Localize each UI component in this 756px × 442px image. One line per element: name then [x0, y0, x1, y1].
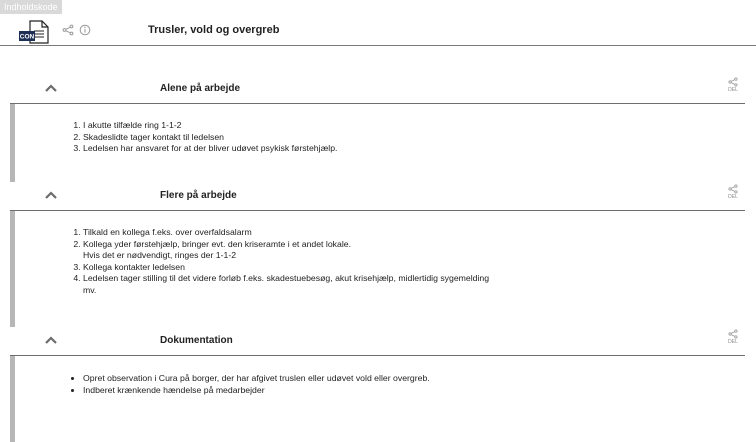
section-header-flere[interactable]: [10, 182, 745, 211]
section-title: Dokumentation: [160, 335, 233, 346]
share-label: DEL: [728, 194, 738, 200]
section-header-alene[interactable]: [10, 75, 745, 104]
list-item: 1. I akutte tilfælde ring 1-1-2: [83, 120, 723, 132]
list-item-text: Ledelsen tager stilling til det videre forløb f.eks. skadestuebesøg, akut krisehjælp, midlertidig sygemelding: [83, 273, 490, 283]
section-title: Alene på arbejde: [160, 83, 241, 94]
list-item: 3. Kollega kontakter ledelsen: [83, 262, 733, 274]
list-item: [83, 239, 733, 262]
list-item-continuation: Hvis det er nødvendigt, ringes der 1-1-2: [83, 250, 237, 260]
section-accent-bar: [10, 104, 15, 182]
section-title: Flere på arbejde: [160, 190, 237, 201]
section-accent-bar: [10, 211, 15, 327]
list-item-continuation: mv.: [83, 284, 97, 295]
chevron-up-icon[interactable]: [44, 335, 58, 345]
content-type-badge: Indholdskode: [0, 0, 62, 14]
section-accent-bar: [10, 356, 15, 442]
list-item: 3. Ledelsen har ansvaret for at der bliver udøvet psykisk førstehjælp.: [83, 143, 723, 155]
info-icon[interactable]: [79, 24, 91, 36]
list-item: 2. Skadeslidte tager kontakt til ledelsen: [83, 132, 723, 144]
document-header: [0, 16, 756, 46]
con-document-icon: [18, 20, 52, 44]
share-del-button[interactable]: [723, 329, 743, 351]
chevron-up-icon[interactable]: [44, 83, 58, 93]
chevron-up-icon[interactable]: [44, 190, 58, 200]
section-content-dokumentation: [63, 373, 733, 396]
list-item: [83, 273, 733, 296]
list-item: • Indberet krænkende hændelse på medarbejder: [83, 385, 733, 397]
section-header-dokumentation[interactable]: [10, 327, 745, 356]
list-item-text: Kollega yder førstehjælp, bringer evt. den kriseramte i et andet lokale.: [83, 238, 351, 249]
share-icon: [728, 77, 738, 87]
list-item: 1. Tilkald en kollega f.eks. over overfaldsalarm: [83, 227, 733, 239]
share-label: DEL: [728, 339, 738, 345]
share-del-button[interactable]: [723, 184, 743, 206]
share-icon: [728, 329, 738, 339]
list-item: • Opret observation i Cura på borger, der har afgivet truslen eller udøvet vold eller overgreb.: [83, 373, 733, 385]
share-icon: [728, 184, 738, 194]
section-content-flere: [63, 227, 733, 296]
share-icon[interactable]: [62, 24, 74, 36]
share-label: DEL: [728, 87, 738, 93]
svg-text:CON: CON: [19, 33, 35, 41]
section-content-alene: [63, 120, 723, 155]
share-del-button[interactable]: [723, 77, 743, 99]
document-title: Trusler, vold og overgreb: [148, 24, 280, 36]
